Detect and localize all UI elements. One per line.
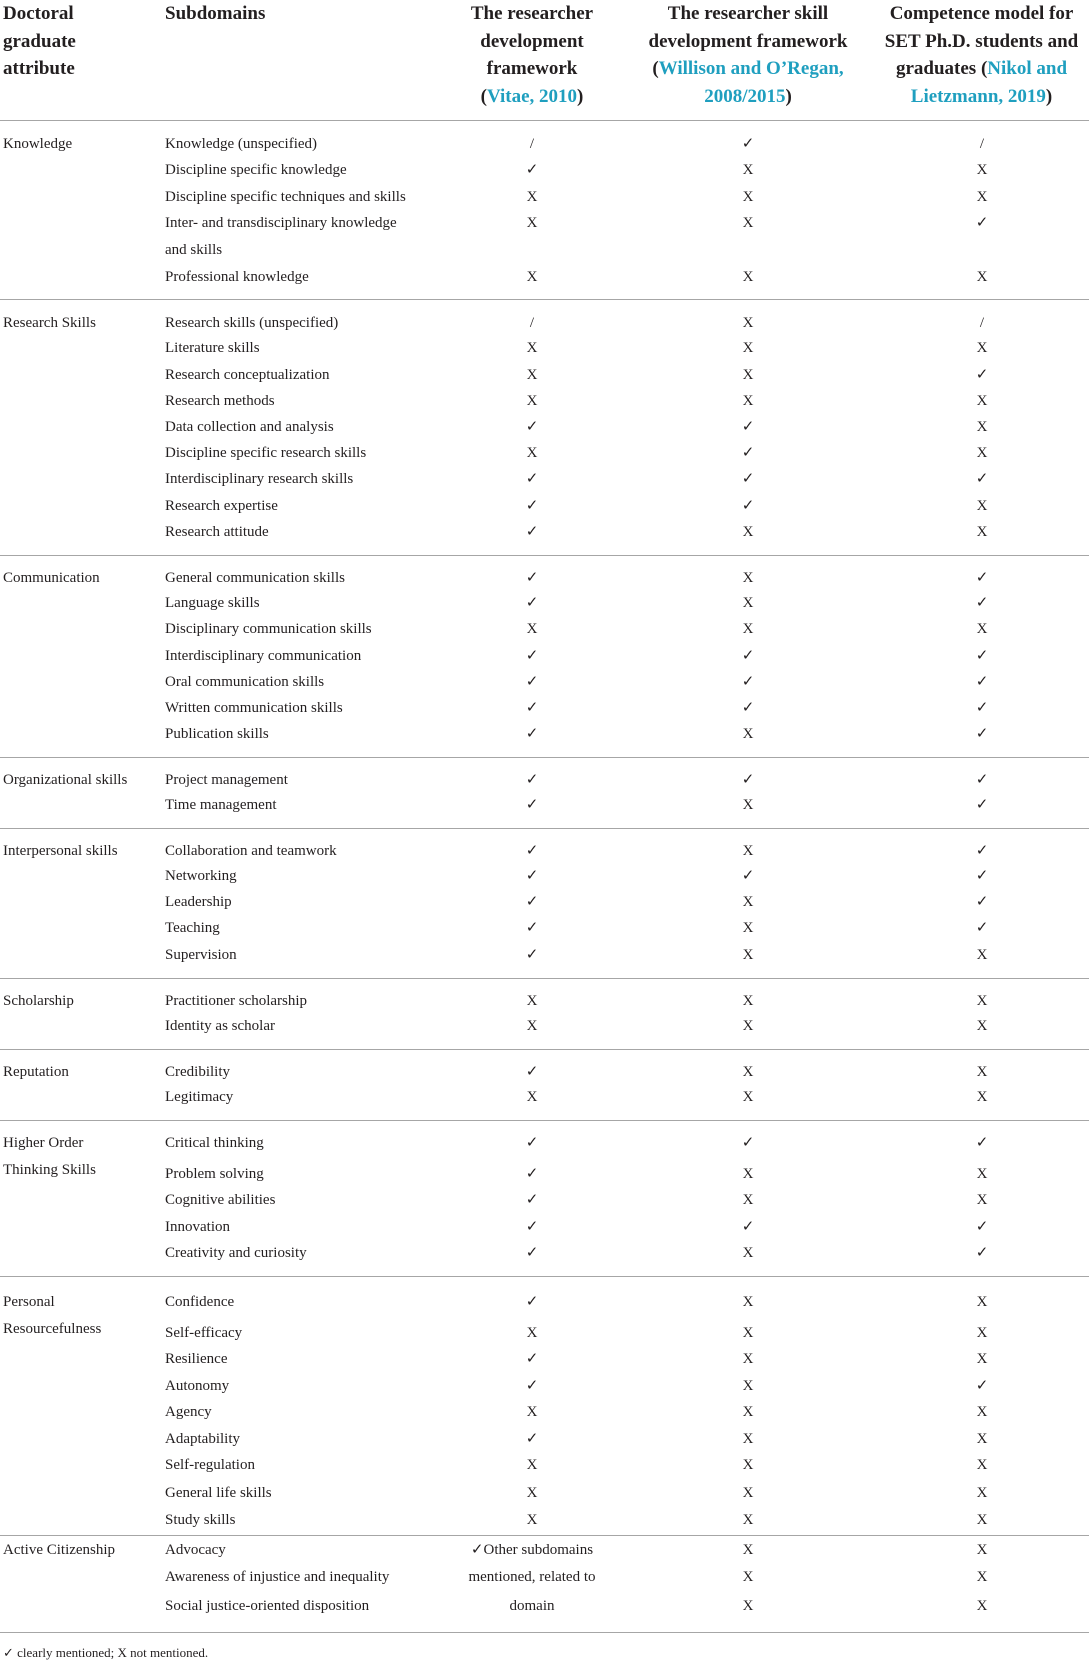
nikol-mark: X xyxy=(976,162,988,178)
willison-mark: X xyxy=(742,797,754,813)
attribute-cell: Organizational skills xyxy=(3,772,128,788)
subdomain-cell: Collaboration and teamwork xyxy=(165,843,337,859)
subdomain-cell: Research methods xyxy=(165,393,275,409)
citation-link-willison[interactable]: Willison and O’Regan, xyxy=(658,58,844,79)
citation-link-nikol[interactable]: Nikol and xyxy=(987,58,1068,79)
vitae-mark: ✓ xyxy=(525,1431,539,1447)
table-rule xyxy=(0,120,1089,121)
nikol-mark: X xyxy=(976,189,988,205)
attribute-cell-line2: Thinking Skills xyxy=(3,1162,96,1178)
vitae-mark: ✓ xyxy=(525,1351,539,1367)
willison-mark: X xyxy=(742,162,754,178)
table-rule xyxy=(0,1049,1089,1050)
vitae-mark: domain xyxy=(509,1598,555,1614)
nikol-mark: ✓ xyxy=(975,797,989,813)
willison-mark: X xyxy=(742,1166,754,1182)
vitae-mark: X xyxy=(526,1404,538,1420)
vitae-mark: X xyxy=(526,367,538,383)
nikol-mark: X xyxy=(976,498,988,514)
attribute-cell-line2: Resourcefulness xyxy=(3,1321,102,1337)
attribute-cell: Knowledge xyxy=(3,136,73,152)
subdomain-cell-line2: and skills xyxy=(165,242,223,258)
vitae-mark: X xyxy=(526,269,538,285)
subdomain-cell: Resilience xyxy=(165,1351,228,1367)
vitae-mark: ✓ xyxy=(525,868,539,884)
willison-mark: X xyxy=(742,947,754,963)
vitae-mark: ✓ xyxy=(525,1064,539,1080)
subdomain-cell: Data collection and analysis xyxy=(165,419,334,435)
willison-mark: X xyxy=(742,1064,754,1080)
table-rule xyxy=(0,1276,1089,1277)
vitae-mark: ✓Other subdomains xyxy=(470,1542,594,1558)
subdomain-cell: Networking xyxy=(165,868,237,884)
willison-mark: X xyxy=(742,843,754,859)
subdomain-cell: Leadership xyxy=(165,894,232,910)
willison-mark: ✓ xyxy=(741,498,755,514)
vitae-mark: ✓ xyxy=(525,1192,539,1208)
willison-mark: ✓ xyxy=(741,1219,755,1235)
subdomain-cell: Written communication skills xyxy=(165,700,343,716)
nikol-mark: / xyxy=(979,315,985,331)
subdomain-cell: Inter- and transdisciplinary knowledge xyxy=(165,215,397,231)
willison-mark: X xyxy=(742,1378,754,1394)
vitae-mark: mentioned, related to xyxy=(468,1569,596,1585)
subdomain-cell: Discipline specific research skills xyxy=(165,445,367,461)
vitae-mark: ✓ xyxy=(525,162,539,178)
nikol-mark: X xyxy=(976,1512,988,1528)
header-doctoral-graduate-attribute: Doctoral graduate attribute xyxy=(3,3,76,79)
willison-mark: ✓ xyxy=(741,772,755,788)
vitae-mark: / xyxy=(529,136,535,152)
willison-mark: X xyxy=(742,189,754,205)
subdomain-cell: Professional knowledge xyxy=(165,269,309,285)
subdomain-cell: Self-efficacy xyxy=(165,1325,243,1341)
willison-mark: X xyxy=(742,1351,754,1367)
vitae-mark: X xyxy=(526,445,538,461)
header-vitae: The researcher development framework (Vitae, 2010) xyxy=(470,3,594,107)
subdomain-cell: Research attitude xyxy=(165,524,269,540)
vitae-mark: ✓ xyxy=(525,595,539,611)
nikol-mark: X xyxy=(976,1598,988,1614)
nikol-mark: X xyxy=(976,947,988,963)
subdomain-cell: Problem solving xyxy=(165,1166,264,1182)
willison-mark: X xyxy=(742,315,754,331)
nikol-mark: ✓ xyxy=(975,1245,989,1261)
vitae-mark: ✓ xyxy=(525,674,539,690)
vitae-mark: X xyxy=(526,215,538,231)
nikol-mark: ✓ xyxy=(975,1135,989,1151)
nikol-mark: X xyxy=(976,524,988,540)
subdomain-cell: Time management xyxy=(165,797,277,813)
subdomain-cell: Discipline specific knowledge xyxy=(165,162,347,178)
willison-mark: ✓ xyxy=(741,136,755,152)
nikol-mark: X xyxy=(976,1089,988,1105)
attribute-cell: Personal xyxy=(3,1294,55,1310)
nikol-mark: X xyxy=(976,445,988,461)
vitae-mark: X xyxy=(526,1325,538,1341)
subdomain-cell: Self-regulation xyxy=(165,1457,255,1473)
table-rule xyxy=(0,1632,1089,1633)
vitae-mark: ✓ xyxy=(525,648,539,664)
table-footnote: ✓ clearly mentioned; X not mentioned. xyxy=(3,1645,209,1660)
nikol-mark: ✓ xyxy=(975,648,989,664)
subdomain-cell: Advocacy xyxy=(165,1542,226,1558)
vitae-mark: ✓ xyxy=(525,843,539,859)
willison-mark: X xyxy=(742,367,754,383)
citation-link-nikol-year[interactable]: Lietzmann, 2019 xyxy=(910,85,1046,107)
subdomain-cell: Oral communication skills xyxy=(165,674,325,690)
nikol-mark: X xyxy=(976,1542,988,1558)
table-rule xyxy=(0,828,1089,829)
subdomain-cell: Project management xyxy=(165,772,288,788)
nikol-mark: ✓ xyxy=(975,367,989,383)
subdomain-cell: Social justice-oriented disposition xyxy=(165,1598,370,1614)
vitae-mark: ✓ xyxy=(525,471,539,487)
willison-mark: X xyxy=(742,524,754,540)
subdomain-cell: General communication skills xyxy=(165,570,345,586)
willison-mark: ✓ xyxy=(741,674,755,690)
willison-mark: ✓ xyxy=(741,1135,755,1151)
willison-mark: X xyxy=(742,621,754,637)
nikol-mark: ✓ xyxy=(975,471,989,487)
subdomain-cell: Supervision xyxy=(165,947,237,963)
vitae-mark: X xyxy=(526,993,538,1009)
header-subdomains: Subdomains xyxy=(165,3,266,24)
vitae-mark: ✓ xyxy=(525,498,539,514)
subdomain-cell: Awareness of injustice and inequality xyxy=(165,1569,390,1585)
vitae-mark: ✓ xyxy=(525,772,539,788)
vitae-mark: X xyxy=(526,1018,538,1034)
nikol-mark: X xyxy=(976,1325,988,1341)
citation-link-vitae[interactable]: Vitae, 2010 xyxy=(486,85,578,107)
willison-mark: X xyxy=(742,920,754,936)
willison-mark: X xyxy=(742,1569,754,1585)
nikol-mark: ✓ xyxy=(975,570,989,586)
willison-mark: X xyxy=(742,1018,754,1034)
subdomain-cell: Discipline specific techniques and skills xyxy=(165,189,406,205)
willison-mark: X xyxy=(742,1598,754,1614)
nikol-mark: ✓ xyxy=(975,843,989,859)
nikol-mark: X xyxy=(976,419,988,435)
willison-mark: X xyxy=(742,726,754,742)
attribute-cell: Interpersonal skills xyxy=(3,843,118,859)
vitae-mark: X xyxy=(526,621,538,637)
nikol-mark: / xyxy=(979,136,985,152)
vitae-mark: ✓ xyxy=(525,1219,539,1235)
attribute-cell: Research Skills xyxy=(3,315,96,331)
vitae-mark: ✓ xyxy=(525,1294,539,1310)
vitae-mark: X xyxy=(526,393,538,409)
nikol-mark: X xyxy=(976,1351,988,1367)
nikol-mark: ✓ xyxy=(975,894,989,910)
nikol-mark: X xyxy=(976,1404,988,1420)
willison-mark: X xyxy=(742,1245,754,1261)
subdomain-cell: Research conceptualization xyxy=(165,367,330,383)
nikol-mark: ✓ xyxy=(975,1378,989,1394)
willison-mark: ✓ xyxy=(741,868,755,884)
vitae-mark: ✓ xyxy=(525,726,539,742)
attribute-cell: Communication xyxy=(3,570,100,586)
nikol-mark: ✓ xyxy=(975,700,989,716)
nikol-mark: ✓ xyxy=(975,595,989,611)
subdomain-cell: Teaching xyxy=(165,920,220,936)
subdomain-cell: Adaptability xyxy=(165,1431,240,1447)
subdomain-cell: Knowledge (unspecified) xyxy=(165,136,318,152)
nikol-mark: ✓ xyxy=(975,215,989,231)
willison-mark: X xyxy=(742,1431,754,1447)
willison-mark: ✓ xyxy=(741,445,755,461)
vitae-mark: ✓ xyxy=(525,1378,539,1394)
vitae-mark: X xyxy=(526,340,538,356)
willison-mark: X xyxy=(742,570,754,586)
willison-mark: X xyxy=(742,894,754,910)
table-rule xyxy=(0,1535,1089,1536)
vitae-mark: ✓ xyxy=(525,700,539,716)
table-rule xyxy=(0,299,1089,300)
subdomain-cell: Cognitive abilities xyxy=(165,1192,276,1208)
subdomain-cell: Disciplinary communication skills xyxy=(165,621,372,637)
subdomain-cell: Innovation xyxy=(165,1219,230,1235)
nikol-mark: X xyxy=(976,1431,988,1447)
nikol-mark: ✓ xyxy=(975,726,989,742)
nikol-mark: ✓ xyxy=(975,772,989,788)
vitae-mark: ✓ xyxy=(525,1245,539,1261)
willison-mark: X xyxy=(742,1089,754,1105)
willison-mark: X xyxy=(742,269,754,285)
subdomain-cell: Research skills (unspecified) xyxy=(165,315,339,331)
subdomain-cell: General life skills xyxy=(165,1485,272,1501)
table-rule xyxy=(0,1120,1089,1121)
table-rule xyxy=(0,555,1089,556)
table-rule xyxy=(0,757,1089,758)
nikol-mark: X xyxy=(976,269,988,285)
vitae-mark: X xyxy=(526,189,538,205)
subdomain-cell: Publication skills xyxy=(165,726,269,742)
vitae-mark: ✓ xyxy=(525,419,539,435)
vitae-mark: ✓ xyxy=(525,894,539,910)
nikol-mark: X xyxy=(976,1569,988,1585)
nikol-mark: X xyxy=(976,993,988,1009)
subdomain-cell: Creativity and curiosity xyxy=(165,1245,307,1261)
willison-mark: ✓ xyxy=(741,700,755,716)
willison-mark: X xyxy=(742,1485,754,1501)
subdomain-cell: Research expertise xyxy=(165,498,278,514)
willison-mark: X xyxy=(742,1457,754,1473)
nikol-mark: ✓ xyxy=(975,920,989,936)
willison-mark: ✓ xyxy=(741,471,755,487)
header-nikol: Competence model for SET Ph.D. students and graduates (Nikol and Lietzmann, 2019) xyxy=(884,3,1079,107)
willison-mark: X xyxy=(742,1512,754,1528)
vitae-mark: ✓ xyxy=(525,797,539,813)
subdomain-cell: Agency xyxy=(165,1404,212,1420)
subdomain-cell: Interdisciplinary research skills xyxy=(165,471,354,487)
vitae-mark: X xyxy=(526,1089,538,1105)
subdomain-cell: Autonomy xyxy=(165,1378,230,1394)
vitae-mark: ✓ xyxy=(525,1166,539,1182)
nikol-mark: ✓ xyxy=(975,1219,989,1235)
willison-mark: X xyxy=(742,1325,754,1341)
nikol-mark: X xyxy=(976,621,988,637)
subdomain-cell: Language skills xyxy=(165,595,260,611)
vitae-mark: ✓ xyxy=(525,524,539,540)
subdomain-cell: Literature skills xyxy=(165,340,260,356)
willison-mark: X xyxy=(742,993,754,1009)
attribute-cell: Active Citizenship xyxy=(3,1542,116,1558)
attribute-cell: Higher Order xyxy=(3,1135,84,1151)
subdomain-cell: Critical thinking xyxy=(165,1135,264,1151)
nikol-mark: ✓ xyxy=(975,868,989,884)
subdomain-cell: Study skills xyxy=(165,1512,236,1528)
subdomain-cell: Practitioner scholarship xyxy=(165,993,308,1009)
vitae-mark: ✓ xyxy=(525,947,539,963)
nikol-mark: X xyxy=(976,1457,988,1473)
willison-mark: ✓ xyxy=(741,648,755,664)
vitae-mark: X xyxy=(526,1457,538,1473)
subdomain-cell: Credibility xyxy=(165,1064,230,1080)
table-rule xyxy=(0,978,1089,979)
subdomain-cell: Legitimacy xyxy=(165,1089,234,1105)
subdomain-cell: Interdisciplinary communication xyxy=(165,648,362,664)
vitae-mark: / xyxy=(529,315,535,331)
citation-link-willison-year[interactable]: 2008/2015 xyxy=(704,85,786,107)
subdomain-cell: Identity as scholar xyxy=(165,1018,275,1034)
vitae-mark: X xyxy=(526,1512,538,1528)
willison-mark: X xyxy=(742,215,754,231)
willison-mark: X xyxy=(742,1192,754,1208)
willison-mark: X xyxy=(742,595,754,611)
nikol-mark: X xyxy=(976,1192,988,1208)
header-willison: The researcher skill development framework (Willison and O’Regan, 2008/2015) xyxy=(648,3,848,107)
willison-mark: X xyxy=(742,1294,754,1310)
attribute-cell: Scholarship xyxy=(3,993,74,1009)
nikol-mark: X xyxy=(976,1064,988,1080)
willison-mark: ✓ xyxy=(741,419,755,435)
subdomain-cell: Confidence xyxy=(165,1294,235,1310)
willison-mark: X xyxy=(742,1542,754,1558)
vitae-mark: X xyxy=(526,1485,538,1501)
nikol-mark: X xyxy=(976,1018,988,1034)
willison-mark: X xyxy=(742,1404,754,1420)
nikol-mark: ✓ xyxy=(975,674,989,690)
vitae-mark: ✓ xyxy=(525,920,539,936)
nikol-mark: X xyxy=(976,1166,988,1182)
vitae-mark: ✓ xyxy=(525,570,539,586)
nikol-mark: X xyxy=(976,393,988,409)
nikol-mark: X xyxy=(976,340,988,356)
attribute-cell: Reputation xyxy=(3,1064,69,1080)
willison-mark: X xyxy=(742,393,754,409)
nikol-mark: X xyxy=(976,1485,988,1501)
willison-mark: X xyxy=(742,340,754,356)
vitae-mark: ✓ xyxy=(525,1135,539,1151)
nikol-mark: X xyxy=(976,1294,988,1310)
